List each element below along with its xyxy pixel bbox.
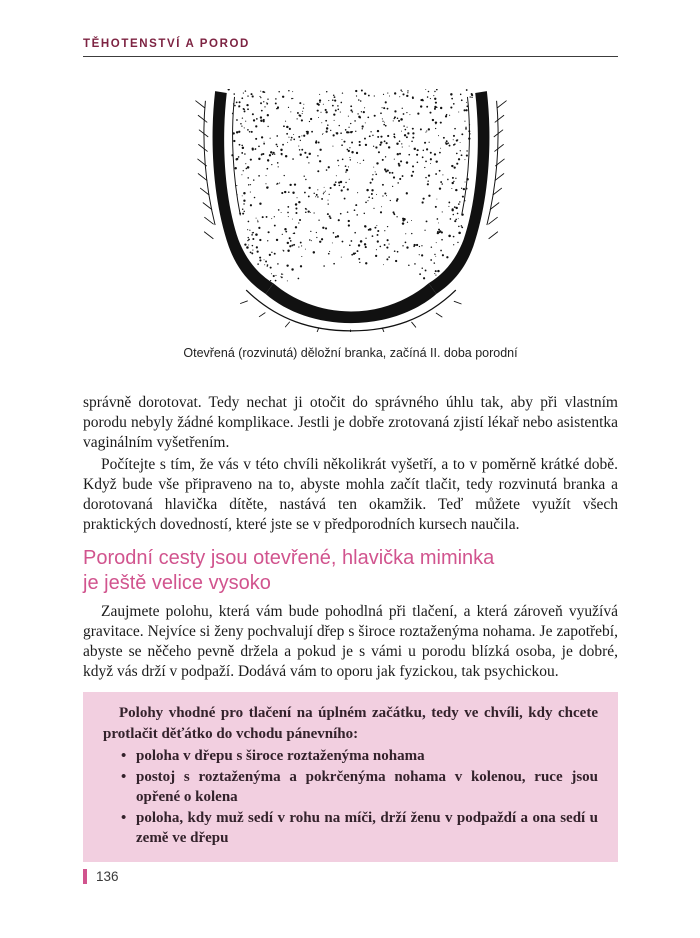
figure bbox=[83, 89, 618, 360]
list-item bbox=[103, 767, 598, 808]
section-heading-line-2: je ještě velice vysoko bbox=[83, 572, 271, 594]
cervix-ring bbox=[265, 283, 436, 323]
cervix-illustration bbox=[186, 89, 516, 332]
tip-box-intro: Polohy vhodné pro tlačení na úplném začátku, tedy ve chvíli, kdy chcete protlačit děťátko do vchodu pánevního: bbox=[103, 705, 598, 742]
paragraph-3: Zaujmete polohu, která vám bude pohodlná při tlačení, a která zároveň využívá gravitace. Nejvíce si ženy pochvalují dřep s široce roztaženýma nohama. Je zapotřebí, abyste se něčeho pevně držela a pokud je s vámi u porodu blízká osoba, je dobré, když vás drží v podpaží. Dodává vám to oporu jak fyzickou, tak psychickou. bbox=[83, 603, 618, 680]
header-rule bbox=[83, 56, 618, 57]
list-item bbox=[103, 746, 598, 767]
section-heading bbox=[83, 546, 618, 596]
bullet-icon: • bbox=[121, 768, 127, 785]
paragraph-2: Počítejte s tím, že vás v této chvíli několikrát vyšetří, a to v poměrně krátké době. Když bude vše připraveno na to, abyste mohla začít tlačit, tedy rozvinutá branka a dorotovaná hlavička dítěte, nastává ten okamžik. Teď můžete využít všech praktických dovedností, které jste se v předporodních kursech naučila. bbox=[83, 456, 618, 533]
list-item-text: postoj s roztaženýma a pokrčenýma nohama v kolenou, ruce jsou opřené o kolena bbox=[136, 768, 598, 805]
page-number-bar bbox=[83, 869, 87, 884]
paragraph-1: správně dorotovat. Tedy nechat ji otočit do správného úhlu tak, aby při vlastním porodu nebyly žádné komplikace. Jestli je dobře zrotovaná zjistí lékař nebo asistentka vaginálním vyšetřením. bbox=[83, 394, 618, 451]
running-head: TĚHOTENSTVÍ A POROD bbox=[83, 38, 250, 50]
tip-box-list bbox=[103, 746, 598, 849]
tip-box bbox=[83, 692, 618, 862]
page-number: 136 bbox=[96, 869, 119, 884]
list-item-text: poloha v dřepu s široce roztaženýma nohama bbox=[136, 748, 425, 764]
bullet-icon: • bbox=[121, 809, 127, 826]
page-footer bbox=[83, 869, 119, 884]
section-heading-line-1: Porodní cesty jsou otevřené, hlavička miminka bbox=[83, 547, 495, 569]
bullet-icon: • bbox=[121, 748, 127, 764]
page-content bbox=[0, 38, 700, 862]
list-item-text: poloha, kdy muž sedí v rohu na míči, drží ženu v podpaždí a ona sedí u země ve dřepu bbox=[136, 809, 598, 846]
right-wall bbox=[428, 91, 489, 294]
figure-caption: Otevřená (rozvinutá) děložní branka, začíná II. doba porodní bbox=[183, 346, 518, 360]
list-item bbox=[103, 808, 598, 849]
